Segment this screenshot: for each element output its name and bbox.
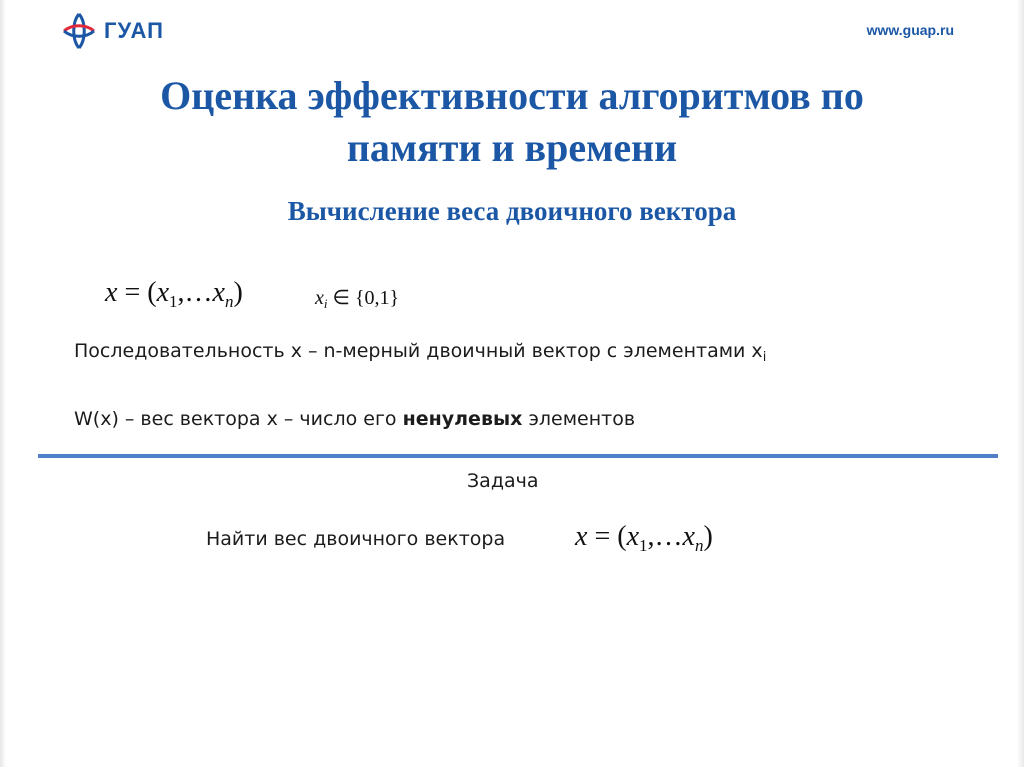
formula-mid: ,…	[177, 277, 213, 308]
weight-bold: ненулевых	[402, 408, 523, 430]
task-label: Задача	[467, 470, 539, 492]
site-url: www.guap.ru	[866, 22, 954, 38]
vector-formula	[105, 277, 243, 309]
task-vector-formula	[575, 521, 713, 553]
formula-x1: x	[156, 277, 169, 308]
task-formula-x1: x	[626, 521, 639, 552]
sequence-text: Последовательность x – n-мерный двоичный вектор с элементами x	[74, 340, 763, 362]
find-text: Найти вес двоичного вектора	[206, 528, 506, 550]
page-title	[0, 70, 1024, 174]
sequence-definition	[74, 340, 767, 365]
title-line-2: памяти и времени	[346, 125, 678, 170]
domain-var: x	[315, 287, 324, 309]
task-formula-lhs: x	[575, 521, 588, 552]
title-line-1: Оценка эффективности алгоритмов по	[160, 73, 864, 118]
domain-rest: ∈ {0,1}	[327, 287, 400, 309]
domain-formula	[315, 285, 399, 310]
formula-close: )	[233, 277, 243, 308]
task-formula-subn: n	[694, 536, 704, 555]
weight-definition	[74, 408, 635, 430]
domain-sub: i	[323, 296, 328, 311]
formula-lhs: x	[105, 277, 118, 308]
formula-eq: = (	[117, 277, 157, 308]
task-formula-mid: ,…	[647, 521, 683, 552]
weight-prefix: W(x) – вес вектора x – число его	[74, 408, 403, 430]
weight-suffix: элементов	[522, 408, 636, 430]
task-formula-close: )	[703, 521, 713, 552]
formula-subn: n	[224, 292, 234, 311]
task-formula-sub1: 1	[639, 536, 648, 555]
subtitle: Вычисление веса двоичного вектора	[287, 196, 737, 226]
guap-emblem-icon	[62, 12, 96, 50]
formula-sub1: 1	[169, 292, 178, 311]
divider	[38, 454, 998, 458]
task-formula-xn: x	[682, 521, 695, 552]
logo-text: ГУАП	[104, 18, 164, 43]
formula-xn: x	[212, 277, 225, 308]
guap-logo	[62, 10, 164, 52]
sequence-sub: i	[762, 350, 767, 365]
task-formula-eq: = (	[587, 521, 627, 552]
